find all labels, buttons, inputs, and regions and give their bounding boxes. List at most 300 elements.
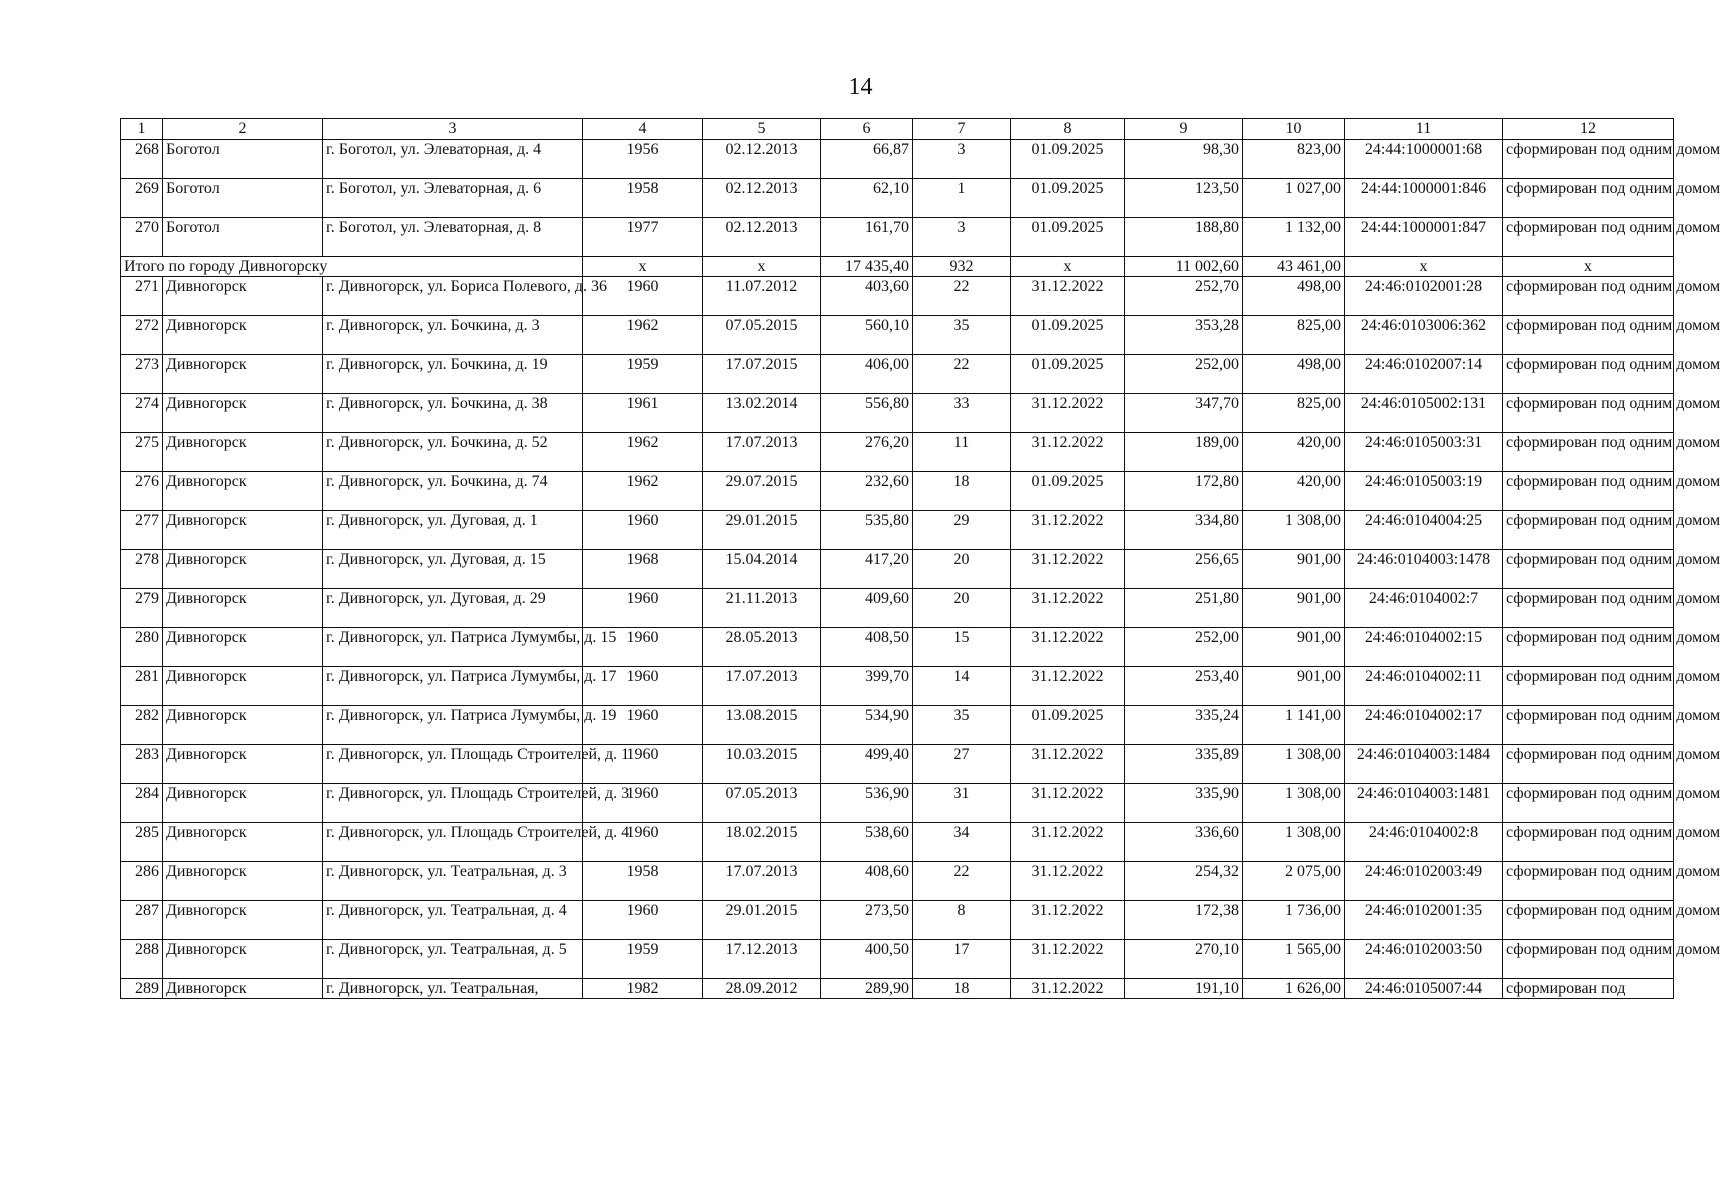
build-year-cell: 1960 [583, 784, 703, 823]
row-number-cell: 281 [121, 667, 163, 706]
row-number-cell: 280 [121, 628, 163, 667]
row-number-cell: 276 [121, 472, 163, 511]
area-cell: 534,90 [821, 706, 913, 745]
inclusion-date-cell: 17.07.2015 [703, 355, 821, 394]
land-status-cell: сформирован под одним домом [1503, 589, 1674, 628]
municipality-cell: Дивногорск [163, 589, 323, 628]
build-year-cell: 1960 [583, 901, 703, 940]
table-header [121, 119, 1674, 140]
cadastral-number-cell: 24:46:0102007:14 [1345, 355, 1503, 394]
cost-cell: 1 027,00 [1243, 179, 1345, 218]
cadastral-number-cell: 24:46:0105007:44 [1345, 979, 1503, 999]
address-cell: г. Дивногорск, ул. Бочкина, д. 19 [323, 355, 583, 394]
cost-cell: 823,00 [1243, 140, 1345, 179]
address-cell: г. Дивногорск, ул. Площадь Строителей, д. 3 [323, 784, 583, 823]
land-area-cell: 254,32 [1125, 862, 1243, 901]
cadastral-number-cell: 24:46:0104003:1478 [1345, 550, 1503, 589]
land-status-cell: сформирован под одним домом [1503, 940, 1674, 979]
municipality-cell: Дивногорск [163, 394, 323, 433]
municipality-cell: Дивногорск [163, 472, 323, 511]
municipality-cell: Дивногорск [163, 784, 323, 823]
area-cell: 408,50 [821, 628, 913, 667]
residents-count-cell: 15 [913, 628, 1011, 667]
area-cell: 62,10 [821, 179, 913, 218]
area-cell: 66,87 [821, 140, 913, 179]
column-header: 1 [121, 119, 163, 140]
residents-count-cell: 22 [913, 355, 1011, 394]
row-number-cell: 269 [121, 179, 163, 218]
table-row [121, 706, 1674, 745]
land-area-cell: 256,65 [1125, 550, 1243, 589]
row-number-cell: 289 [121, 979, 163, 999]
deadline-date-cell: 01.09.2025 [1011, 316, 1125, 355]
land-status-cell: сформирован под одним домом [1503, 394, 1674, 433]
cadastral-number-cell: 24:44:1000001:846 [1345, 179, 1503, 218]
land-area-cell: 98,30 [1125, 140, 1243, 179]
inclusion-date-cell: 29.01.2015 [703, 901, 821, 940]
table-row [121, 433, 1674, 472]
housing-registry-table [120, 118, 1721, 999]
row-number-cell: 270 [121, 218, 163, 257]
deadline-date-cell: 31.12.2022 [1011, 784, 1125, 823]
deadline-date-cell: 31.12.2022 [1011, 862, 1125, 901]
row-number-cell: 285 [121, 823, 163, 862]
build-year-cell: 1960 [583, 706, 703, 745]
land-status-cell: сформирован под одним домом [1503, 862, 1674, 901]
land-area-cell: 188,80 [1125, 218, 1243, 257]
area-cell: 400,50 [821, 940, 913, 979]
municipality-cell: Дивногорск [163, 667, 323, 706]
build-year-cell: 1960 [583, 511, 703, 550]
municipality-cell: Дивногорск [163, 433, 323, 472]
cost-cell: 1 736,00 [1243, 901, 1345, 940]
inclusion-date-cell: 29.07.2015 [703, 472, 821, 511]
municipality-cell: Дивногорск [163, 355, 323, 394]
row-number-cell: 286 [121, 862, 163, 901]
cadastral-number-cell: 24:44:1000001:847 [1345, 218, 1503, 257]
residents-count-cell: 20 [913, 550, 1011, 589]
page-number: 14 [848, 74, 873, 100]
cost-cell: 498,00 [1243, 277, 1345, 316]
column-header: 5 [703, 119, 821, 140]
area-cell: 535,80 [821, 511, 913, 550]
cost-cell: 901,00 [1243, 550, 1345, 589]
column-header: 12 [1503, 119, 1674, 140]
land-area-cell: 189,00 [1125, 433, 1243, 472]
row-number-cell: 272 [121, 316, 163, 355]
row-number-cell: 288 [121, 940, 163, 979]
address-cell: г. Дивногорск, ул. Бочкина, д. 74 [323, 472, 583, 511]
cadastral-number-cell: 24:46:0102003:50 [1345, 940, 1503, 979]
cadastral-number-cell: 24:46:0104002:7 [1345, 589, 1503, 628]
build-year-cell: 1962 [583, 472, 703, 511]
area-cell: 560,10 [821, 316, 913, 355]
table-row [121, 589, 1674, 628]
residents-count-cell: 31 [913, 784, 1011, 823]
cost-cell: 1 626,00 [1243, 979, 1345, 999]
subtotal-row [121, 257, 1674, 277]
residents-count-cell: 1 [913, 179, 1011, 218]
cadastral-number-cell: 24:46:0103006:362 [1345, 316, 1503, 355]
cadastral-number-cell: 24:46:0104002:17 [1345, 706, 1503, 745]
land-status-cell: сформирован под [1503, 979, 1674, 999]
residents-count-cell: 29 [913, 511, 1011, 550]
address-cell: г. Боготол, ул. Элеваторная, д. 4 [323, 140, 583, 179]
land-area-cell: 172,38 [1125, 901, 1243, 940]
municipality-cell: Дивногорск [163, 823, 323, 862]
address-cell: г. Боготол, ул. Элеваторная, д. 8 [323, 218, 583, 257]
residents-count-cell: 14 [913, 667, 1011, 706]
deadline-date-cell: 31.12.2022 [1011, 277, 1125, 316]
column-header: 10 [1243, 119, 1345, 140]
subtotal-value: x [1011, 257, 1125, 277]
build-year-cell: 1961 [583, 394, 703, 433]
land-status-cell: сформирован под одним домом [1503, 745, 1674, 784]
subtotal-value: x [1345, 257, 1503, 277]
table-row [121, 355, 1674, 394]
inclusion-date-cell: 28.09.2012 [703, 979, 821, 999]
cadastral-number-cell: 24:46:0102001:28 [1345, 277, 1503, 316]
build-year-cell: 1960 [583, 745, 703, 784]
subtotal-value: 17 435,40 [821, 257, 913, 277]
municipality-cell: Дивногорск [163, 862, 323, 901]
residents-count-cell: 18 [913, 979, 1011, 999]
subtotal-value: x [703, 257, 821, 277]
land-status-cell: сформирован под одним домом [1503, 316, 1674, 355]
build-year-cell: 1960 [583, 667, 703, 706]
table-row [121, 901, 1674, 940]
cadastral-number-cell: 24:44:1000001:68 [1345, 140, 1503, 179]
deadline-date-cell: 31.12.2022 [1011, 550, 1125, 589]
address-cell: г. Дивногорск, ул. Патриса Лумумбы, д. 17 [323, 667, 583, 706]
table-row [121, 862, 1674, 901]
build-year-cell: 1958 [583, 179, 703, 218]
build-year-cell: 1960 [583, 628, 703, 667]
column-header: 8 [1011, 119, 1125, 140]
build-year-cell: 1960 [583, 277, 703, 316]
table-row [121, 667, 1674, 706]
column-header: 3 [323, 119, 583, 140]
cadastral-number-cell: 24:46:0104003:1484 [1345, 745, 1503, 784]
row-number-cell: 275 [121, 433, 163, 472]
inclusion-date-cell: 15.04.2014 [703, 550, 821, 589]
deadline-date-cell: 31.12.2022 [1011, 433, 1125, 472]
column-header: 11 [1345, 119, 1503, 140]
area-cell: 289,90 [821, 979, 913, 999]
municipality-cell: Дивногорск [163, 940, 323, 979]
land-status-cell: сформирован под одним домом [1503, 472, 1674, 511]
land-status-cell: сформирован под одним домом [1503, 433, 1674, 472]
table-row [121, 277, 1674, 316]
address-cell: г. Дивногорск, ул. Площадь Строителей, д. 4 [323, 823, 583, 862]
area-cell: 399,70 [821, 667, 913, 706]
deadline-date-cell: 01.09.2025 [1011, 140, 1125, 179]
inclusion-date-cell: 21.11.2013 [703, 589, 821, 628]
cadastral-number-cell: 24:46:0104002:15 [1345, 628, 1503, 667]
residents-count-cell: 3 [913, 140, 1011, 179]
inclusion-date-cell: 02.12.2013 [703, 179, 821, 218]
municipality-cell: Дивногорск [163, 316, 323, 355]
inclusion-date-cell: 07.05.2013 [703, 784, 821, 823]
land-area-cell: 252,00 [1125, 628, 1243, 667]
inclusion-date-cell: 10.03.2015 [703, 745, 821, 784]
municipality-cell: Дивногорск [163, 979, 323, 999]
residents-count-cell: 11 [913, 433, 1011, 472]
table-row [121, 179, 1674, 218]
row-number-cell: 279 [121, 589, 163, 628]
build-year-cell: 1958 [583, 862, 703, 901]
land-area-cell: 335,90 [1125, 784, 1243, 823]
municipality-cell: Боготол [163, 179, 323, 218]
land-status-cell: сформирован под одним домом [1503, 667, 1674, 706]
land-status-cell: сформирован под одним домом [1503, 218, 1674, 257]
residents-count-cell: 20 [913, 589, 1011, 628]
address-cell: г. Дивногорск, ул. Бочкина, д. 38 [323, 394, 583, 433]
land-area-cell: 252,00 [1125, 355, 1243, 394]
municipality-cell: Дивногорск [163, 550, 323, 589]
deadline-date-cell: 31.12.2022 [1011, 628, 1125, 667]
inclusion-date-cell: 17.07.2013 [703, 667, 821, 706]
deadline-date-cell: 31.12.2022 [1011, 667, 1125, 706]
address-cell: г. Дивногорск, ул. Дуговая, д. 15 [323, 550, 583, 589]
subtotal-value: 11 002,60 [1125, 257, 1243, 277]
address-cell: г. Дивногорск, ул. Бочкина, д. 3 [323, 316, 583, 355]
municipality-cell: Боготол [163, 218, 323, 257]
land-area-cell: 172,80 [1125, 472, 1243, 511]
residents-count-cell: 17 [913, 940, 1011, 979]
cost-cell: 1 565,00 [1243, 940, 1345, 979]
area-cell: 417,20 [821, 550, 913, 589]
inclusion-date-cell: 18.02.2015 [703, 823, 821, 862]
address-cell: г. Дивногорск, ул. Театральная, д. 3 [323, 862, 583, 901]
deadline-date-cell: 31.12.2022 [1011, 823, 1125, 862]
inclusion-date-cell: 02.12.2013 [703, 140, 821, 179]
municipality-cell: Дивногорск [163, 745, 323, 784]
residents-count-cell: 33 [913, 394, 1011, 433]
land-area-cell: 252,70 [1125, 277, 1243, 316]
cadastral-number-cell: 24:46:0105002:131 [1345, 394, 1503, 433]
inclusion-date-cell: 17.07.2013 [703, 862, 821, 901]
land-area-cell: 334,80 [1125, 511, 1243, 550]
table-row [121, 218, 1674, 257]
inclusion-date-cell: 02.12.2013 [703, 218, 821, 257]
table-row [121, 628, 1674, 667]
residents-count-cell: 22 [913, 862, 1011, 901]
address-cell: г. Дивногорск, ул. Патриса Лумумбы, д. 19 [323, 706, 583, 745]
cost-cell: 1 308,00 [1243, 823, 1345, 862]
residents-count-cell: 18 [913, 472, 1011, 511]
address-cell: г. Дивногорск, ул. Патриса Лумумбы, д. 15 [323, 628, 583, 667]
residents-count-cell: 8 [913, 901, 1011, 940]
row-number-cell: 268 [121, 140, 163, 179]
cost-cell: 1 308,00 [1243, 511, 1345, 550]
area-cell: 536,90 [821, 784, 913, 823]
build-year-cell: 1968 [583, 550, 703, 589]
address-cell: г. Дивногорск, ул. Театральная, д. 5 [323, 940, 583, 979]
build-year-cell: 1977 [583, 218, 703, 257]
deadline-date-cell: 01.09.2025 [1011, 355, 1125, 394]
address-cell: г. Дивногорск, ул. Дуговая, д. 29 [323, 589, 583, 628]
residents-count-cell: 3 [913, 218, 1011, 257]
deadline-date-cell: 31.12.2022 [1011, 394, 1125, 433]
address-cell: г. Дивногорск, ул. Театральная, д. 4 [323, 901, 583, 940]
header-row [121, 119, 1674, 140]
residents-count-cell: 27 [913, 745, 1011, 784]
row-number-cell: 284 [121, 784, 163, 823]
table-row [121, 550, 1674, 589]
deadline-date-cell: 31.12.2022 [1011, 901, 1125, 940]
address-cell: г. Дивногорск, ул. Бочкина, д. 52 [323, 433, 583, 472]
address-cell: г. Дивногорск, ул. Бориса Полевого, д. 36 [323, 277, 583, 316]
column-header: 2 [163, 119, 323, 140]
area-cell: 408,60 [821, 862, 913, 901]
inclusion-date-cell: 28.05.2013 [703, 628, 821, 667]
municipality-cell: Дивногорск [163, 511, 323, 550]
municipality-cell: Дивногорск [163, 706, 323, 745]
land-area-cell: 270,10 [1125, 940, 1243, 979]
inclusion-date-cell: 29.01.2015 [703, 511, 821, 550]
table-row [121, 472, 1674, 511]
inclusion-date-cell: 11.07.2012 [703, 277, 821, 316]
land-status-cell: сформирован под одним домом [1503, 706, 1674, 745]
deadline-date-cell: 31.12.2022 [1011, 940, 1125, 979]
deadline-date-cell: 31.12.2022 [1011, 511, 1125, 550]
table-row [121, 745, 1674, 784]
land-status-cell: сформирован под одним домом [1503, 901, 1674, 940]
build-year-cell: 1982 [583, 979, 703, 999]
subtotal-value: 43 461,00 [1243, 257, 1345, 277]
land-area-cell: 251,80 [1125, 589, 1243, 628]
municipality-cell: Дивногорск [163, 277, 323, 316]
row-number-cell: 283 [121, 745, 163, 784]
subtotal-value: x [583, 257, 703, 277]
row-number-cell: 271 [121, 277, 163, 316]
build-year-cell: 1962 [583, 433, 703, 472]
cost-cell: 498,00 [1243, 355, 1345, 394]
inclusion-date-cell: 17.07.2013 [703, 433, 821, 472]
row-number-cell: 277 [121, 511, 163, 550]
cadastral-number-cell: 24:46:0104003:1481 [1345, 784, 1503, 823]
table-row [121, 784, 1674, 823]
column-header: 4 [583, 119, 703, 140]
row-number-cell: 287 [121, 901, 163, 940]
deadline-date-cell: 01.09.2025 [1011, 218, 1125, 257]
inclusion-date-cell: 13.08.2015 [703, 706, 821, 745]
area-cell: 409,60 [821, 589, 913, 628]
row-number-cell: 273 [121, 355, 163, 394]
row-number-cell: 274 [121, 394, 163, 433]
land-status-cell: сформирован под одним домом [1503, 277, 1674, 316]
table-body [121, 140, 1721, 999]
land-status-cell: сформирован под одним домом [1503, 628, 1674, 667]
subtotal-value: x [1503, 257, 1674, 277]
cost-cell: 901,00 [1243, 589, 1345, 628]
land-area-cell: 335,89 [1125, 745, 1243, 784]
land-status-cell: сформирован под одним домом [1503, 550, 1674, 589]
table-row [121, 940, 1674, 979]
cadastral-number-cell: 24:46:0104004:25 [1345, 511, 1503, 550]
deadline-date-cell: 31.12.2022 [1011, 745, 1125, 784]
deadline-date-cell: 31.12.2022 [1011, 589, 1125, 628]
area-cell: 276,20 [821, 433, 913, 472]
table-row [121, 511, 1674, 550]
deadline-date-cell: 01.09.2025 [1011, 706, 1125, 745]
land-status-cell: сформирован под одним домом [1503, 355, 1674, 394]
cost-cell: 420,00 [1243, 433, 1345, 472]
cost-cell: 825,00 [1243, 316, 1345, 355]
cadastral-number-cell: 24:46:0105003:31 [1345, 433, 1503, 472]
build-year-cell: 1959 [583, 940, 703, 979]
area-cell: 406,00 [821, 355, 913, 394]
residents-count-cell: 34 [913, 823, 1011, 862]
cadastral-number-cell: 24:46:0104002:11 [1345, 667, 1503, 706]
land-area-cell: 335,24 [1125, 706, 1243, 745]
cost-cell: 1 308,00 [1243, 745, 1345, 784]
inclusion-date-cell: 17.12.2013 [703, 940, 821, 979]
row-number-cell: 282 [121, 706, 163, 745]
area-cell: 403,60 [821, 277, 913, 316]
residents-count-cell: 35 [913, 706, 1011, 745]
area-cell: 538,60 [821, 823, 913, 862]
cadastral-number-cell: 24:46:0102003:49 [1345, 862, 1503, 901]
cost-cell: 1 308,00 [1243, 784, 1345, 823]
deadline-date-cell: 31.12.2022 [1011, 979, 1125, 999]
cost-cell: 1 141,00 [1243, 706, 1345, 745]
land-status-cell: сформирован под одним домом [1503, 511, 1674, 550]
table-row [121, 140, 1674, 179]
address-cell: г. Боготол, ул. Элеваторная, д. 6 [323, 179, 583, 218]
land-status-cell: сформирован под одним домом [1503, 823, 1674, 862]
build-year-cell: 1956 [583, 140, 703, 179]
build-year-cell: 1959 [583, 355, 703, 394]
land-status-cell: сформирован под одним домом [1503, 140, 1674, 179]
subtotal-label: Итого по городу Дивногорску [121, 257, 583, 277]
build-year-cell: 1960 [583, 823, 703, 862]
column-header: 6 [821, 119, 913, 140]
land-status-cell: сформирован под одним домом [1503, 784, 1674, 823]
area-cell: 556,80 [821, 394, 913, 433]
cadastral-number-cell: 24:46:0104002:8 [1345, 823, 1503, 862]
land-area-cell: 353,28 [1125, 316, 1243, 355]
table-row [121, 979, 1674, 999]
cost-cell: 825,00 [1243, 394, 1345, 433]
table-row [121, 316, 1674, 355]
residents-count-cell: 35 [913, 316, 1011, 355]
inclusion-date-cell: 13.02.2014 [703, 394, 821, 433]
subtotal-value: 932 [913, 257, 1011, 277]
land-area-cell: 191,10 [1125, 979, 1243, 999]
municipality-cell: Боготол [163, 140, 323, 179]
table-row [121, 394, 1674, 433]
cost-cell: 2 075,00 [1243, 862, 1345, 901]
land-area-cell: 253,40 [1125, 667, 1243, 706]
area-cell: 499,40 [821, 745, 913, 784]
area-cell: 273,50 [821, 901, 913, 940]
inclusion-date-cell: 07.05.2015 [703, 316, 821, 355]
cost-cell: 901,00 [1243, 628, 1345, 667]
land-area-cell: 347,70 [1125, 394, 1243, 433]
column-header: 9 [1125, 119, 1243, 140]
municipality-cell: Дивногорск [163, 901, 323, 940]
table-row [121, 823, 1674, 862]
area-cell: 161,70 [821, 218, 913, 257]
cost-cell: 1 132,00 [1243, 218, 1345, 257]
address-cell: г. Дивногорск, ул. Дуговая, д. 1 [323, 511, 583, 550]
land-area-cell: 336,60 [1125, 823, 1243, 862]
deadline-date-cell: 01.09.2025 [1011, 179, 1125, 218]
address-cell: г. Дивногорск, ул. Театральная, [323, 979, 583, 999]
residents-count-cell: 22 [913, 277, 1011, 316]
